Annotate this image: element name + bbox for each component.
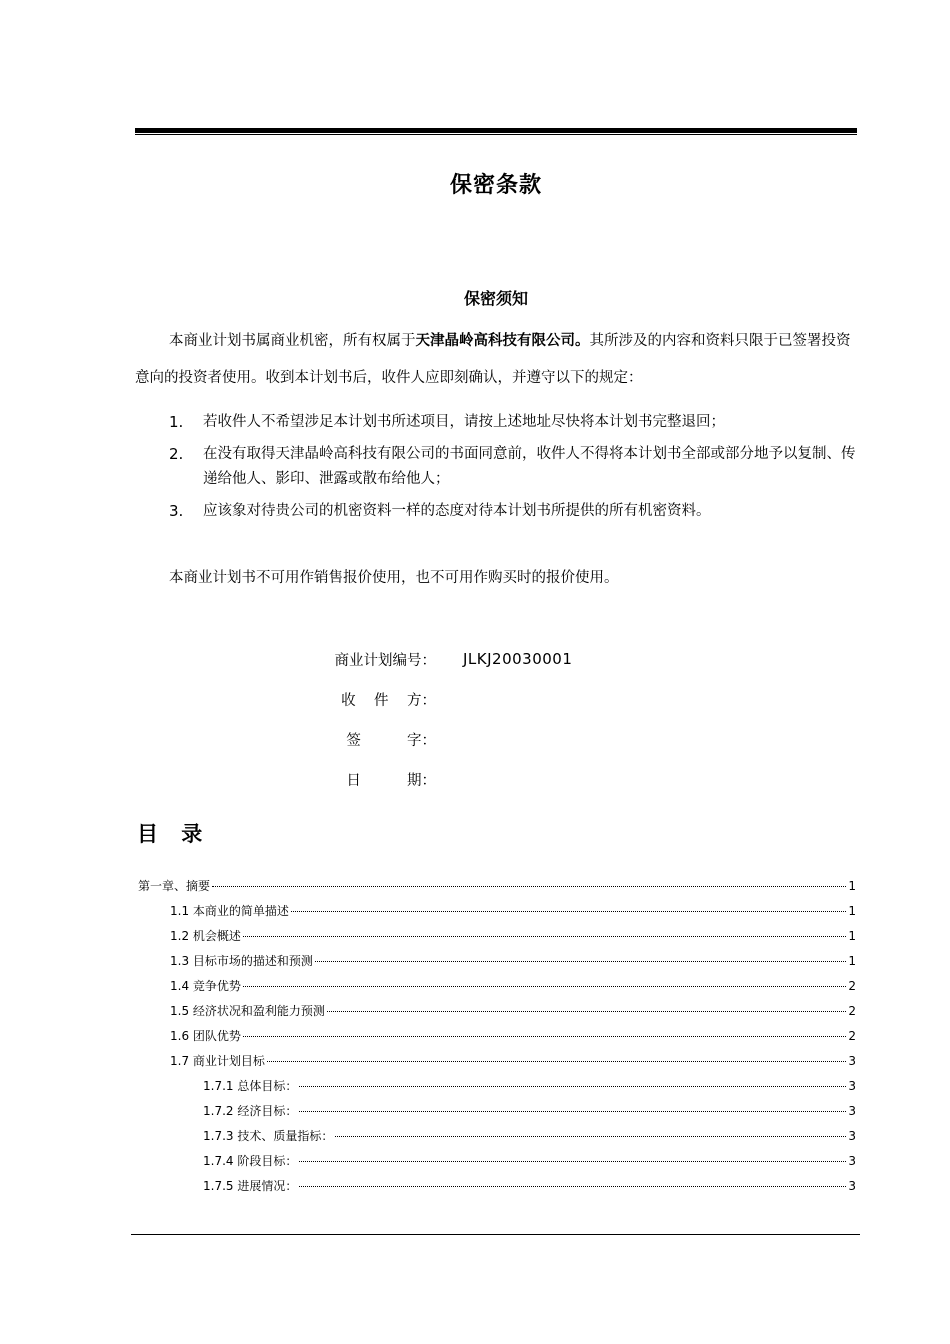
closing-text: 本商业计划书不可用作销售报价使用，也不可用作购买时的报价使用。 bbox=[169, 570, 619, 586]
toc-leader bbox=[267, 1060, 846, 1062]
toc-leader bbox=[299, 1110, 846, 1112]
field-label: 签 字： bbox=[346, 733, 436, 749]
toc-leader bbox=[335, 1135, 846, 1137]
toc-entry[interactable] bbox=[138, 926, 856, 951]
toc-leader bbox=[243, 985, 846, 987]
toc-leader bbox=[212, 885, 846, 887]
field-value: JLKJ20030001 bbox=[463, 650, 573, 668]
toc-entry[interactable] bbox=[138, 1076, 856, 1101]
field-date bbox=[300, 769, 700, 793]
rules-list bbox=[135, 410, 857, 531]
notice-title: 保密须知 bbox=[463, 289, 528, 308]
intro-company: 天津晶岭高科技有限公司。 bbox=[415, 333, 590, 349]
toc-entry-page: 2 bbox=[848, 1004, 856, 1018]
toc-entry-text: 1.7.1 总体目标： bbox=[203, 1079, 298, 1093]
toc-entry-page: 1 bbox=[848, 879, 856, 893]
toc-entry-text: 1.3 目标市场的描述和预测 bbox=[170, 954, 313, 968]
toc-entry-page: 3 bbox=[848, 1154, 856, 1168]
toc-entry-text: 第一章、摘要 bbox=[138, 879, 211, 893]
toc-entry-page: 1 bbox=[848, 929, 856, 943]
toc-entry-page: 3 bbox=[848, 1104, 856, 1118]
toc-entry[interactable] bbox=[138, 1051, 856, 1076]
rule-number: 1. bbox=[169, 413, 184, 431]
closing-paragraph bbox=[135, 566, 857, 590]
toc-entry-text: 1.5 经济状况和盈利能力预测 bbox=[170, 1004, 325, 1018]
toc-entry-page: 3 bbox=[848, 1054, 856, 1068]
toc-entry-page: 1 bbox=[848, 954, 856, 968]
toc-leader bbox=[315, 960, 846, 962]
rule-number: 3. bbox=[169, 502, 184, 520]
field-label: 商业计划编号： bbox=[334, 653, 436, 669]
toc-entry-text: 1.2 机会概述 bbox=[170, 929, 241, 943]
toc-entry[interactable] bbox=[138, 1101, 856, 1126]
toc-leader bbox=[299, 1160, 846, 1162]
field-signature bbox=[300, 729, 700, 753]
toc-leader bbox=[299, 1085, 846, 1087]
toc-entry[interactable] bbox=[138, 976, 856, 1001]
field-label: 日 期： bbox=[346, 773, 436, 789]
rule-text: 若收件人不希望涉足本计划书所述项目，请按上述地址尽快将本计划书完整退回； bbox=[203, 414, 725, 430]
toc-entry[interactable] bbox=[138, 951, 856, 976]
header-rule-thin bbox=[135, 134, 857, 135]
toc-entry-page: 3 bbox=[848, 1129, 856, 1143]
rule-text: 在没有取得天津晶岭高科技有限公司的书面同意前，收件人不得将本计划书全部或部分地予以复制、传递给他人、影印、泄露或散布给他人； bbox=[203, 446, 856, 487]
toc-entry-text: 1.7.5 进展情况： bbox=[203, 1179, 298, 1193]
toc-entry[interactable] bbox=[138, 1151, 856, 1176]
rule-item bbox=[135, 410, 857, 435]
toc-entry[interactable] bbox=[138, 876, 856, 901]
toc-entry-page: 3 bbox=[848, 1079, 856, 1093]
toc-leader bbox=[291, 910, 846, 912]
intro-paragraph bbox=[135, 323, 857, 397]
toc-leader bbox=[243, 1035, 846, 1037]
toc-entry-page: 3 bbox=[848, 1179, 856, 1193]
intro-before: 本商业计划书属商业机密，所有权属于 bbox=[169, 333, 416, 349]
rule-item bbox=[135, 499, 857, 524]
field-plan-number bbox=[300, 649, 700, 673]
field-label: 收 件 方： bbox=[341, 693, 436, 709]
toc-entry-text: 1.1 本商业的简单描述 bbox=[170, 904, 289, 918]
toc-entry[interactable] bbox=[138, 1176, 856, 1201]
rule-text: 应该象对待贵公司的机密资料一样的态度对待本计划书所提供的所有机密资料。 bbox=[203, 503, 711, 519]
toc-entry-page: 1 bbox=[848, 904, 856, 918]
toc-entry-text: 1.7.3 技术、质量指标： bbox=[203, 1129, 334, 1143]
toc-entry-text: 1.4 竞争优势 bbox=[170, 979, 241, 993]
toc-entry[interactable] bbox=[138, 1026, 856, 1051]
rule-number: 2. bbox=[169, 445, 184, 463]
toc-entry[interactable] bbox=[138, 901, 856, 926]
intro-after: 其所涉及的内容和资料只限于已签署投资意向的投资者使用。收到本计划书后，收件人应即刻确认，并遵守以下的规定： bbox=[135, 333, 851, 386]
toc-entry-page: 2 bbox=[848, 979, 856, 993]
toc-title: 目 录 bbox=[137, 822, 211, 846]
toc-entry[interactable] bbox=[138, 1126, 856, 1151]
page-title: 保密条款 bbox=[449, 173, 542, 198]
header-rule-thick bbox=[135, 128, 857, 133]
toc-leader bbox=[299, 1185, 846, 1187]
toc-leader bbox=[327, 1010, 846, 1012]
toc-entry-text: 1.7.2 经济目标： bbox=[203, 1104, 298, 1118]
table-of-contents bbox=[138, 876, 856, 1201]
toc-entry[interactable] bbox=[138, 1001, 856, 1026]
toc-leader bbox=[243, 935, 846, 937]
field-recipient bbox=[300, 689, 700, 713]
toc-entry-text: 1.6 团队优势 bbox=[170, 1029, 241, 1043]
rule-item bbox=[135, 442, 857, 492]
toc-entry-page: 2 bbox=[848, 1029, 856, 1043]
footer-rule bbox=[131, 1234, 860, 1235]
toc-entry-text: 1.7.4 阶段目标： bbox=[203, 1154, 298, 1168]
toc-entry-text: 1.7 商业计划目标 bbox=[170, 1054, 265, 1068]
